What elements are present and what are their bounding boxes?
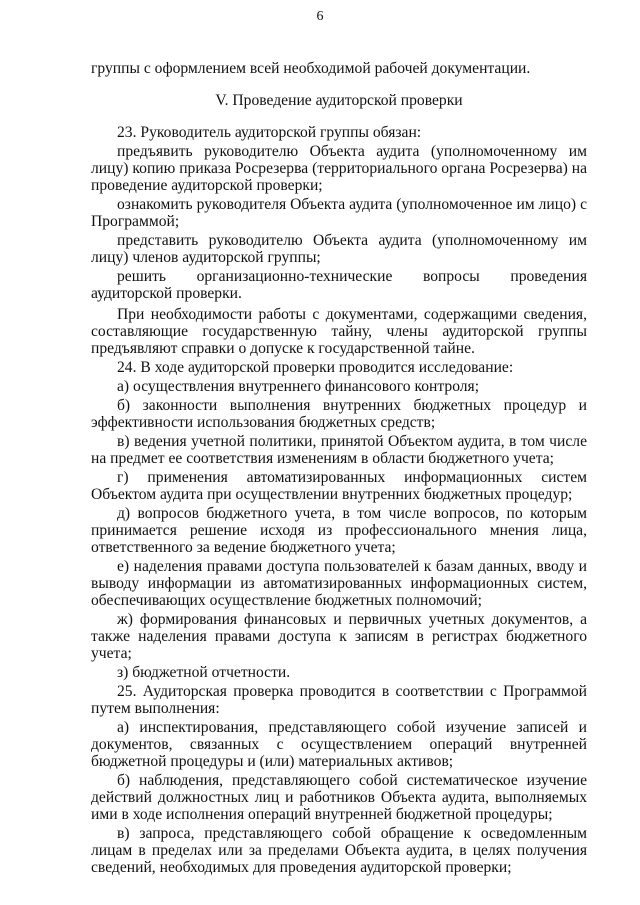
paragraph-continuation: группы с оформлением всей необходимой рабочей документации. — [91, 60, 531, 77]
clause-23-item-1: предъявить руководителю Объекта аудита (уполномоченному им лицу) копию приказа Росрезерва (территориального органа Росрезерва) на проведение аудиторской проверки; — [91, 143, 587, 194]
clause-23-item-2: ознакомить руководителя Объекта аудита (уполномоченное им лицо) с Программой; — [91, 196, 587, 230]
clause-23-item-3: представить руководителю Объекта аудита (уполномоченному им лицу) членов аудиторской группы; — [91, 232, 587, 266]
clause-24-a: а) осуществления внутреннего финансового контроля; — [117, 378, 480, 395]
clause-24-e: е) наделения правами доступа пользователей к базам данных, вводу и выводу информации из автоматизированных информационных систем, обеспечивающих осуществление бюджетных полномочий; — [91, 558, 587, 609]
clause-24-d: д) вопросов бюджетного учета, в том числе вопросов, по которым принимается решение исходя из профессионального мнения лица, ответственного за ведение бюджетного учета; — [91, 505, 587, 556]
clause-24: 24. В ходе аудиторской проверки проводится исследование: — [117, 359, 514, 376]
clause-25-b: б) наблюдения, представляющего собой систематическое изучение действий должностных лиц и работников Объекта аудита, выполняемых ими в ходе исполнения операций внутренней бюджетной процедуры; — [91, 772, 587, 823]
clause-23-secrecy: При необходимости работы с документами, содержащими сведения, составляющие государственную тайну, члены аудиторской группы предъявляют справки о допуске к государственной тайне. — [91, 306, 587, 357]
clause-25-v: в) запроса, представляющего собой обращение к осведомленным лицам в пределах или за пределами Объекта аудита, в целях получения сведений, необходимых для проведения аудиторской проверки; — [91, 825, 587, 876]
clause-23-item-4: решить организационно-технические вопросы проведения аудиторской проверки. — [91, 268, 587, 302]
clause-24-v: в) ведения учетной политики, принятой Объектом аудита, в том числе на предмет ее соответствия изменениям в области бюджетного учета; — [91, 433, 587, 467]
document-body — [91, 60, 587, 876]
clause-24-b: б) законности выполнения внутренних бюджетных процедур и эффективности использования бюджетных средств; — [91, 397, 587, 431]
clause-25: 25. Аудиторская проверка проводится в соответствии с Программой путем выполнения: — [91, 683, 587, 717]
clause-24-zh: ж) формирования финансовых и первичных учетных документов, а также наделения правами доступа к записям в регистрах бюджетного учета; — [91, 611, 587, 662]
clause-24-z: з) бюджетной отчетности. — [117, 664, 291, 681]
section-heading: V. Проведение аудиторской проверки — [215, 92, 463, 109]
clause-24-g: г) применения автоматизированных информационных систем Объектом аудита при осуществлении внутренних бюджетных процедур; — [91, 469, 587, 503]
page-number: 6 — [316, 9, 324, 24]
clause-23: 23. Руководитель аудиторской группы обязан: — [117, 124, 422, 141]
clause-25-a: а) инспектирования, представляющего собой изучение записей и документов, связанных с осуществлением операций внутренней бюджетной процедуры и (или) материальных активов; — [91, 719, 587, 770]
